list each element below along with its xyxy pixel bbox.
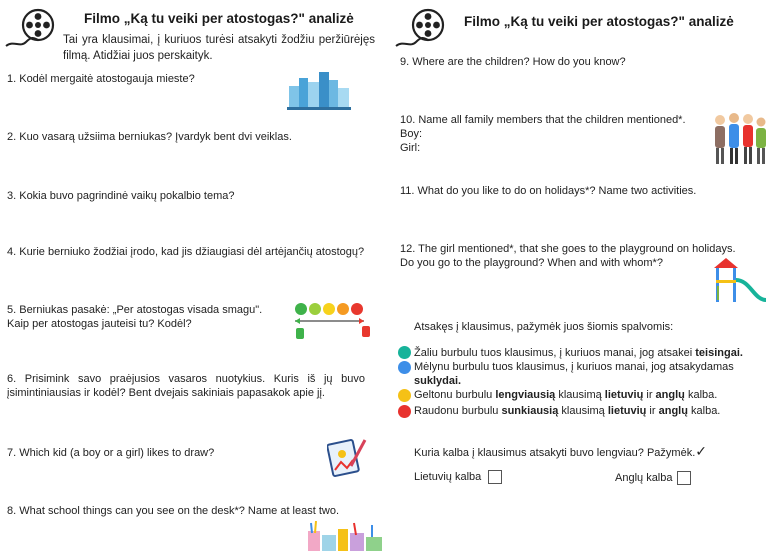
mood-scale-icon [292, 300, 374, 342]
question-8: 8. What school things can you see on the desk*? Name at least two. [7, 505, 340, 517]
yellow-bubble-icon [398, 389, 411, 402]
drawing-easel-icon [327, 436, 367, 478]
legend-blue: Mėlynu burbulu tuos klausimus, į kuriuos manai, jog atsakydamas suklydai. [414, 361, 734, 387]
question-5-followup: Kaip per atostogas jauteisi tu? Kodėl? [7, 318, 192, 330]
green-bubble-icon [398, 346, 411, 359]
question-1: 1. Kodėl mergaitė atostogauja mieste? [7, 73, 195, 85]
school-supplies-icon [306, 521, 386, 551]
language-question: Kuria kalba į klausimus atsakyti buvo lengviau? Pažymėk.✓ [414, 443, 707, 459]
question-12: 12. The girl mentioned*, that she goes to the playground on holidays. [400, 243, 736, 255]
question-12-followup: Do you go to the playground? When and with whom*? [400, 257, 663, 269]
question-5: 5. Berniukas pasakė: „Per atostogas visada smagu". [7, 304, 263, 316]
option-english-label: Anglų kalba [615, 472, 673, 484]
family-icon [710, 110, 770, 166]
color-instruction: Atsakęs į klausimus, pažymėk juos šiomis spalvomis: [414, 321, 674, 333]
playground-slide-icon [710, 256, 770, 302]
legend-yellow: Geltonu burbulu lengviausią klausimą lietuvių ir anglų kalba. [414, 389, 718, 401]
option-english-checkbox[interactable] [677, 471, 691, 485]
page-title-right: Filmo „Ką tu veiki per atostogas?" analizė [464, 14, 734, 29]
question-3: 3. Kokia buvo pagrindinė vaikų pokalbio tema? [7, 190, 235, 202]
page-title-left: Filmo „Ką tu veiki per atostogas?" analizė [84, 11, 354, 26]
film-reel-icon-left [4, 8, 60, 50]
film-reel-icon-right [394, 8, 450, 50]
question-9: 9. Where are the children? How do you know? [400, 56, 626, 68]
question-4: 4. Kurie berniuko žodžiai įrodo, kad jis džiaugiasi dėl artėjančių atostogų? [7, 246, 365, 258]
question-10: 10. Name all family members that the children mentioned*. [400, 114, 686, 126]
boy-label: Boy: [400, 128, 423, 140]
girl-label: Girl: [400, 142, 421, 154]
red-bubble-icon [398, 405, 411, 418]
option-lithuanian-checkbox[interactable] [488, 470, 502, 484]
checkmark-icon: ✓ [695, 443, 707, 459]
option-lithuanian-label: Lietuvių kalba [414, 471, 482, 483]
city-buildings-icon [287, 70, 351, 110]
question-6: 6. Prisimink savo praėjusios vasaros nuotykius. Kuris iš jų buvo įsimintiniausias ir kodėl? Bent dvejais sakiniais papasakok apie jį. [7, 373, 365, 399]
intro-text: Tai yra klausimai, į kuriuos turėsi atsakyti žodžiu peržiūrėjęs filmą. Atidžiai juos perskaityk. [63, 34, 375, 62]
question-11: 11. What do you like to do on holidays*? Name two activities. [400, 185, 697, 197]
legend-red: Raudonu burbulu sunkiausią klausimą lietuvių ir anglų kalba. [414, 405, 721, 417]
question-2: 2. Kuo vasarą užsiima berniukas? Įvardyk bent dvi veiklas. [7, 131, 292, 143]
legend-green: Žaliu burbulu tuos klausimus, į kuriuos manai, jog atsakei teisingai. [414, 347, 743, 359]
blue-bubble-icon [398, 361, 411, 374]
question-7: 7. Which kid (a boy or a girl) likes to draw? [7, 447, 215, 459]
